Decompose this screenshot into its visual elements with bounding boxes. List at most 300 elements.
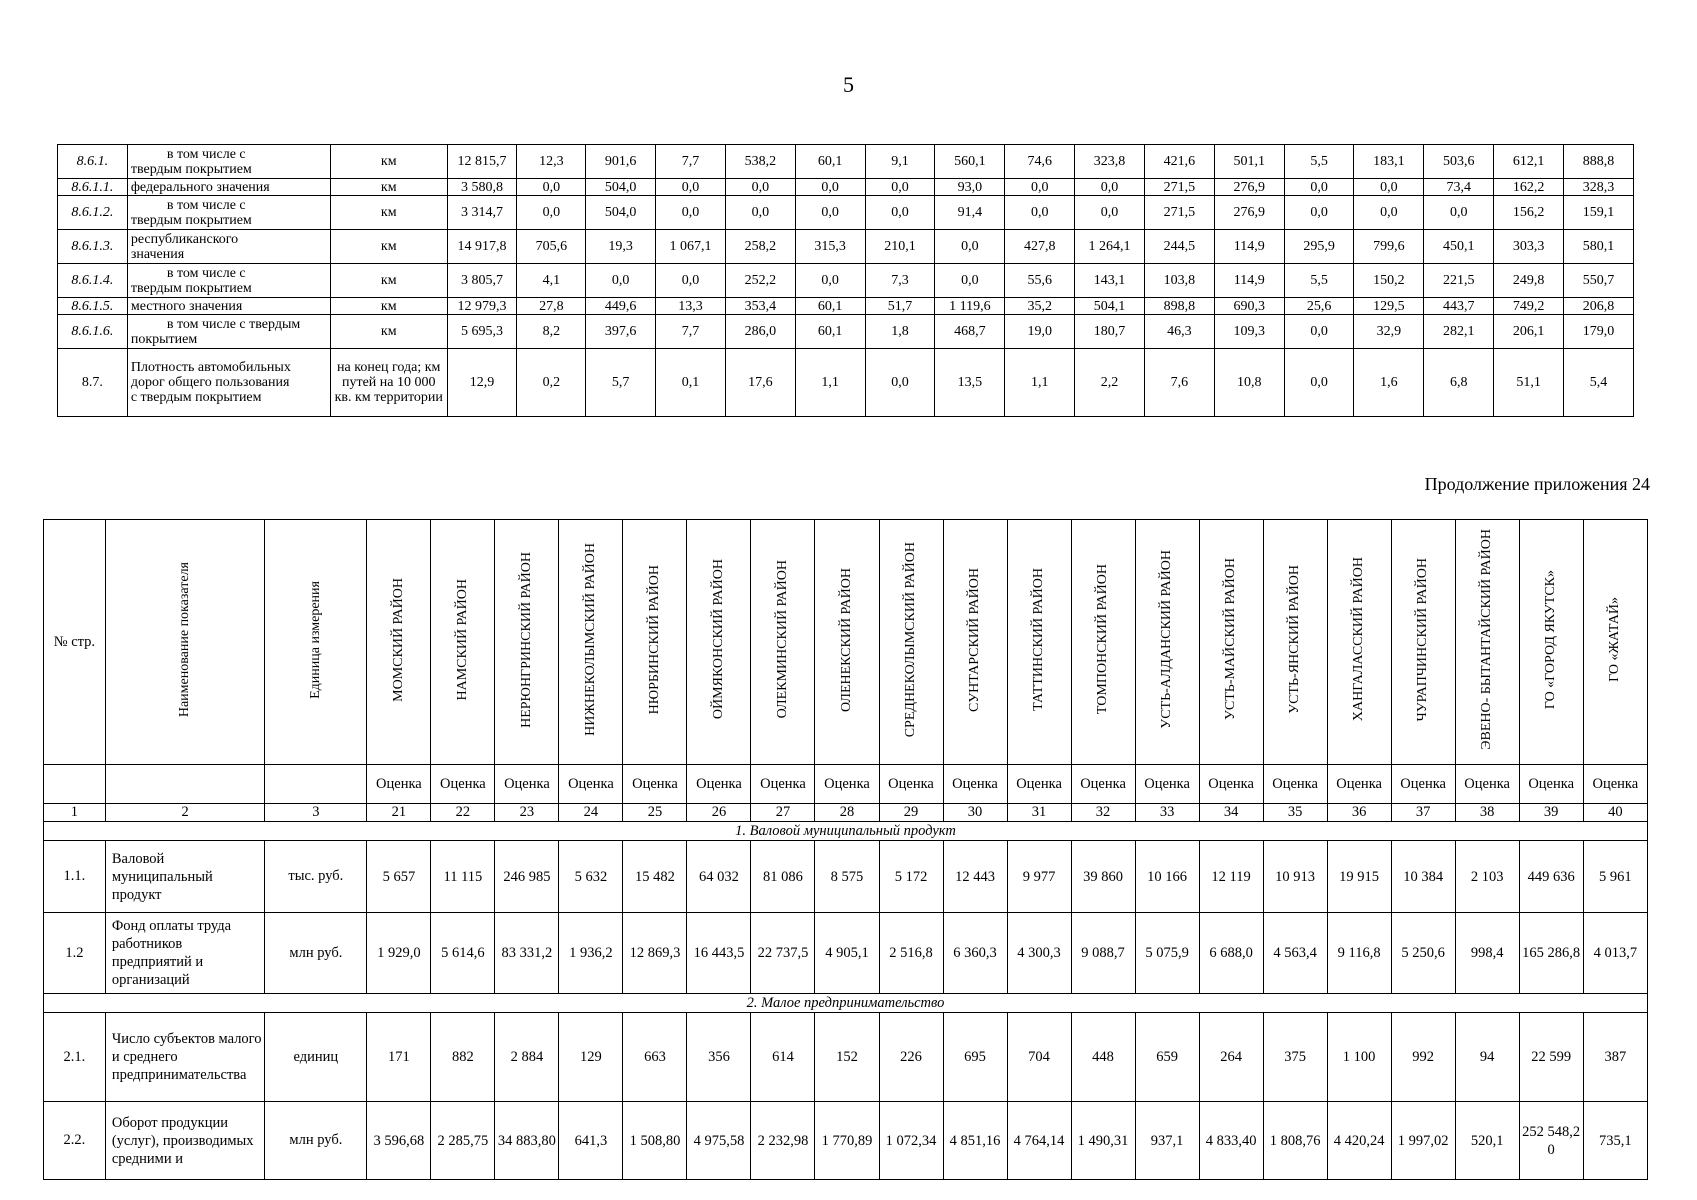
value-text: 16 443,5 [693,945,745,961]
value-cell [687,841,751,913]
value-cell: 19,0 [1005,315,1075,349]
value-text: 882 [452,1049,474,1065]
district-name: ТОМПОНСКИЙ РАЙОН [1095,564,1111,715]
value-cell: 0,0 [1005,179,1075,196]
estimate-text: Оценка [1272,776,1318,792]
value-cell: 159,1 [1564,196,1634,230]
value-cell: 323,8 [1075,145,1145,179]
value-cell: 183,1 [1354,145,1424,179]
value-cell [495,1102,559,1180]
district-header [1263,520,1327,765]
value-cell [943,913,1007,994]
value-cell [1071,913,1135,994]
value-cell: 0,0 [656,196,726,230]
district-name: НАМСКИЙ РАЙОН [454,578,470,701]
table-row [44,1013,1648,1102]
unit: км [330,298,447,315]
indicator-name [127,264,330,298]
value-cell [559,913,623,994]
indicator-name [127,298,330,315]
value-cell: 427,8 [1005,230,1075,264]
section-row [44,994,1648,1013]
value-cell: 7,7 [656,315,726,349]
value-cell [1135,913,1199,994]
value-cell: 179,0 [1564,315,1634,349]
value-text: 735,1 [1599,1132,1632,1149]
value-text: 94 [1479,1049,1495,1065]
value-cell: 0,0 [1075,179,1145,196]
value-cell [879,841,943,913]
value-cell [367,841,431,913]
estimate-text: Оценка [568,776,614,792]
value-cell [1007,1013,1071,1102]
value-text: 704 [1028,1049,1050,1065]
value-cell: 690,3 [1214,298,1284,315]
value-cell: 14 917,8 [447,230,517,264]
column-number: 32 [1071,804,1135,822]
value-cell: 60,1 [795,298,865,315]
district-header [1327,520,1391,765]
value-cell: 0,0 [795,179,865,196]
header-row [44,520,1648,765]
estimate-text: Оценка [1464,776,1510,792]
value-text: 387 [1604,1049,1627,1065]
district-name: ГО «ГОРОД ЯКУТСК» [1543,569,1559,710]
value-text: 4 833,40 [1205,1132,1257,1149]
indicator-name-line: твердым покрытием [130,212,252,228]
column-number: 2 [105,804,265,822]
value-cell: 249,8 [1494,264,1564,298]
value-cell: 4,1 [517,264,586,298]
value-text: 4 013,7 [1593,945,1638,961]
value-text: 5 632 [574,868,608,885]
value-cell: 7,3 [865,264,935,298]
value-text: 448 [1092,1049,1114,1065]
value-cell: 0,0 [935,230,1005,264]
value-cell [1391,841,1455,913]
value-cell: 504,0 [586,179,656,196]
column-number-row [44,804,1648,822]
value-cell [1071,841,1135,913]
value-text: 246 985 [503,868,551,885]
value-cell: 109,3 [1214,315,1284,349]
value-cell: 501,1 [1214,145,1284,179]
value-cell [1455,1013,1519,1102]
value-text: 695 [964,1049,986,1065]
value-cell [1199,913,1263,994]
value-cell [1007,1102,1071,1180]
estimate-text: Оценка [696,776,742,792]
value-cell [1071,1102,1135,1180]
value-cell [1327,913,1391,994]
column-number: 23 [495,804,559,822]
column-number: 31 [1007,804,1071,822]
value-cell [495,913,559,994]
district-name: ЧУРАПЧИНСКИЙ РАЙОН [1415,557,1431,722]
value-text: 2 103 [1470,868,1504,885]
row-number: 8.6.1.6. [58,315,128,349]
unit: млн руб. [265,1102,367,1180]
estimate-text: Оценка [1144,776,1190,792]
indicator-name: Валовой муниципальный продукт [105,841,265,913]
column-number: 21 [367,804,431,822]
estimate-label [1135,765,1199,804]
unit: тыс. руб. [265,841,367,913]
value-text: 12 119 [1211,868,1251,885]
estimate-label [687,765,751,804]
district-name: НЮРБИНСКИЙ РАЙОН [646,564,662,715]
value-cell: 180,7 [1075,315,1145,349]
column-number: 34 [1199,804,1263,822]
estimate-text: Оценка [888,776,934,792]
table-row [44,841,1648,913]
value-text: 5 250,6 [1401,945,1445,961]
value-text: 3 596,68 [373,1132,425,1149]
unit: км [330,230,447,264]
column-number: 3 [265,804,367,822]
header-number: № стр. [44,520,106,765]
column-number: 33 [1135,804,1199,822]
value-text: 64 032 [699,868,739,885]
column-number: 25 [623,804,687,822]
value-cell [559,841,623,913]
district-header [1199,520,1263,765]
value-cell: 550,7 [1564,264,1634,298]
value-cell: 2,2 [1075,349,1145,417]
estimate-text: Оценка [952,776,998,792]
estimate-label [1327,765,1391,804]
district-header [495,520,559,765]
value-cell: 12 815,7 [447,145,517,179]
estimate-text: Оценка [1528,776,1575,792]
header-unit-label: Единица измерения [307,580,323,699]
value-text: 34 883,80 [497,1132,556,1149]
value-cell [1583,1013,1647,1102]
column-number: 39 [1519,804,1583,822]
unit: км [330,264,447,298]
value-text: 152 [836,1049,858,1065]
value-cell [431,913,495,994]
estimate-label [815,765,879,804]
value-cell [1391,1013,1455,1102]
value-cell: 0,0 [656,179,726,196]
value-cell: 504,0 [586,196,656,230]
district-header [879,520,943,765]
value-cell: 17,6 [725,349,795,417]
value-text: 6 360,3 [953,945,997,961]
district-name: ОЛЕНЕКСКИЙ РАЙОН [838,567,854,712]
section-title: 1. Валовой муниципальный продукт [44,822,1648,841]
value-cell: 286,0 [725,315,795,349]
value-cell: 12 979,3 [447,298,517,315]
estimate-text: Оценка [1208,776,1254,792]
value-cell: 210,1 [865,230,935,264]
value-cell: 0,0 [586,264,656,298]
value-text: 2 516,8 [889,945,933,961]
estimate-label [431,765,495,804]
value-cell [879,1102,943,1180]
indicator-name-line: значения [130,246,185,262]
value-text: 663 [644,1049,666,1065]
column-number: 27 [751,804,815,822]
estimate-label [1199,765,1263,804]
value-cell [751,1102,815,1180]
column-number: 35 [1263,804,1327,822]
value-cell: 7,6 [1144,349,1214,417]
estimate-label [1583,765,1647,804]
value-text: 8 575 [830,868,864,885]
value-cell: 12,9 [447,349,517,417]
value-cell: 12,3 [517,145,586,179]
table-row [58,196,1634,230]
value-cell: 271,5 [1144,179,1214,196]
bottom-table [43,519,1648,1180]
unit: км [330,196,447,230]
row-number: 8.6.1.2. [58,196,128,230]
table-row [58,179,1634,196]
value-cell: 221,5 [1424,264,1494,298]
value-cell [815,841,879,913]
value-text: 356 [708,1049,730,1065]
value-text: 992 [1412,1049,1434,1065]
indicator-name-line: с твердым покрытием [130,390,262,405]
value-cell: 0,0 [1075,196,1145,230]
value-text: 4 300,3 [1017,945,1061,961]
value-cell: 143,1 [1075,264,1145,298]
indicator-name-line: в том числе с [166,265,246,281]
value-cell [687,1013,751,1102]
value-cell [1263,1013,1327,1102]
indicator-name-line: твердым покрытием [130,161,252,177]
value-cell: 449,6 [586,298,656,315]
value-cell: 0,0 [656,264,726,298]
estimate-label [1455,765,1519,804]
estimate-label [1519,765,1583,804]
district-header [1007,520,1071,765]
row-number: 8.6.1.4. [58,264,128,298]
value-text: 22 599 [1531,1049,1572,1065]
value-cell: 799,6 [1354,230,1424,264]
value-text: 10 384 [1403,868,1444,885]
district-name: УСТЬ-АЛДАНСКИЙ РАЙОН [1159,550,1175,729]
value-cell: 60,1 [795,145,865,179]
value-cell: 560,1 [935,145,1005,179]
value-cell [1007,841,1071,913]
unit: км [330,145,447,179]
value-cell: 13,5 [935,349,1005,417]
value-cell [1391,1102,1455,1180]
value-cell: 51,1 [1494,349,1564,417]
value-text: 1 770,89 [821,1132,873,1149]
indicator-name-line: в том числе с [166,197,246,213]
value-text: 10 166 [1147,868,1187,885]
value-text: 520,1 [1470,1132,1504,1149]
value-cell: 0,0 [725,179,795,196]
district-header [687,520,751,765]
value-text: 5 614,6 [441,945,485,961]
value-cell [1455,1102,1519,1180]
value-cell [815,1013,879,1102]
value-cell: 5,5 [1284,264,1354,298]
value-cell: 7,7 [656,145,726,179]
value-cell: 0,0 [1284,179,1354,196]
value-cell [431,841,495,913]
value-cell [367,1102,431,1180]
estimate-text: Оценка [1400,776,1446,792]
value-text: 171 [388,1049,410,1065]
value-text: 6 688,0 [1209,945,1253,961]
table-row [58,349,1634,417]
value-cell [623,1102,687,1180]
value-cell [943,1013,1007,1102]
unit: на конец года; км путей на 10 000 кв. км территории [330,349,447,417]
value-cell: 0,0 [795,196,865,230]
value-cell [623,913,687,994]
continuation-label: Продолжение приложения 24 [1424,474,1650,494]
indicator-name: Фонд оплаты труда работников предприятий и организаций [105,913,265,994]
value-cell: 27,8 [517,298,586,315]
district-header [1583,520,1647,765]
value-cell [495,841,559,913]
indicator-name [127,315,330,349]
value-cell [879,1013,943,1102]
table-row [58,230,1634,264]
row-number: 1.1. [44,841,106,913]
estimate-label [1071,765,1135,804]
column-number: 22 [431,804,495,822]
value-cell [943,1102,1007,1180]
district-name: УСТЬ-МАЙСКИЙ РАЙОН [1223,558,1239,721]
value-cell: 156,2 [1494,196,1564,230]
value-text: 39 860 [1083,868,1123,885]
value-text: 4 764,14 [1013,1132,1065,1149]
district-name: ЭВЕНО- БЫТАНТАЙСКИЙ РАЙОН [1479,529,1495,750]
column-number: 37 [1391,804,1455,822]
estimate-label [943,765,1007,804]
value-cell: 0,1 [656,349,726,417]
value-cell: 13,3 [656,298,726,315]
column-number: 1 [44,804,106,822]
value-cell: 19,3 [586,230,656,264]
indicator-name-line: в том числе с [166,146,246,162]
value-cell: 3 314,7 [447,196,517,230]
indicator-name-line: местного значения [130,298,243,314]
value-text: 264 [1220,1049,1242,1065]
district-header [1135,520,1199,765]
value-cell [1327,1013,1391,1102]
column-number: 28 [815,804,879,822]
table-row [44,913,1648,994]
value-cell: 0,0 [865,179,935,196]
value-text: 19 915 [1339,868,1380,885]
estimate-text: Оценка [824,776,870,792]
value-cell: 0,0 [517,179,586,196]
value-cell: 749,2 [1494,298,1564,315]
value-cell: 0,0 [517,196,586,230]
value-cell: 32,9 [1354,315,1424,349]
indicator-name [127,196,330,230]
value-cell: 295,9 [1284,230,1354,264]
estimate-text: Оценка [1592,776,1639,792]
value-text: 1 936,2 [569,945,613,961]
value-text: 22 737,5 [757,945,809,961]
value-cell [1263,841,1327,913]
value-text: 449 636 [1527,868,1575,885]
value-cell: 303,3 [1494,230,1564,264]
value-cell: 443,7 [1424,298,1494,315]
value-text: 641,3 [574,1132,608,1149]
value-cell [367,1013,431,1102]
value-cell: 5,7 [586,349,656,417]
value-text: 10 913 [1275,868,1316,885]
value-cell [1519,1102,1583,1180]
page-number: 5 [843,72,854,97]
value-text: 1 997,02 [1397,1132,1449,1149]
value-text: 9 088,7 [1081,945,1125,961]
value-text: 1 508,80 [629,1132,681,1149]
value-text: 12 869,3 [629,945,681,961]
value-cell [367,913,431,994]
row-number: 1.2 [44,913,106,994]
value-cell: 1 264,1 [1075,230,1145,264]
row-number: 2.2. [44,1102,106,1180]
table-row [58,145,1634,179]
unit: км [330,179,447,196]
value-cell: 612,1 [1494,145,1564,179]
value-cell: 60,1 [795,315,865,349]
value-cell: 705,6 [517,230,586,264]
column-number: 38 [1455,804,1519,822]
district-header [431,520,495,765]
value-cell: 91,4 [935,196,1005,230]
value-cell: 282,1 [1424,315,1494,349]
estimate-text: Оценка [1080,776,1126,792]
value-text: 4 420,24 [1333,1132,1385,1149]
row-number: 2.1. [44,1013,106,1102]
value-cell [1519,841,1583,913]
district-name: НИЖНЕКОЛЫМСКИЙ РАЙОН [582,543,598,736]
value-cell: 580,1 [1564,230,1634,264]
value-cell: 46,3 [1144,315,1214,349]
district-name: ТАТТИНСКИЙ РАЙОН [1031,568,1047,711]
row-number: 8.6.1.1. [58,179,128,196]
row-number: 8.6.1. [58,145,128,179]
value-text: 9 116,8 [1337,945,1381,961]
value-cell: 450,1 [1424,230,1494,264]
value-text: 998,4 [1470,945,1504,961]
indicator-name-line: покрытием [130,331,198,347]
empty-cell [265,765,367,804]
table-row [44,1102,1648,1180]
value-text: 4 905,1 [825,945,869,961]
value-cell [1071,1013,1135,1102]
value-text: 81 086 [763,868,803,885]
value-cell [431,1102,495,1180]
value-cell: 421,6 [1144,145,1214,179]
value-text: 5 657 [382,868,416,885]
estimate-label [1391,765,1455,804]
indicator-name [127,179,330,196]
value-cell [815,1102,879,1180]
value-cell: 468,7 [935,315,1005,349]
estimate-text: Оценка [376,776,422,792]
value-cell: 0,0 [1284,349,1354,417]
value-text: 1 808,76 [1269,1132,1321,1149]
estimate-text: Оценка [760,776,806,792]
value-cell [879,913,943,994]
value-cell [943,841,1007,913]
value-cell: 114,9 [1214,264,1284,298]
